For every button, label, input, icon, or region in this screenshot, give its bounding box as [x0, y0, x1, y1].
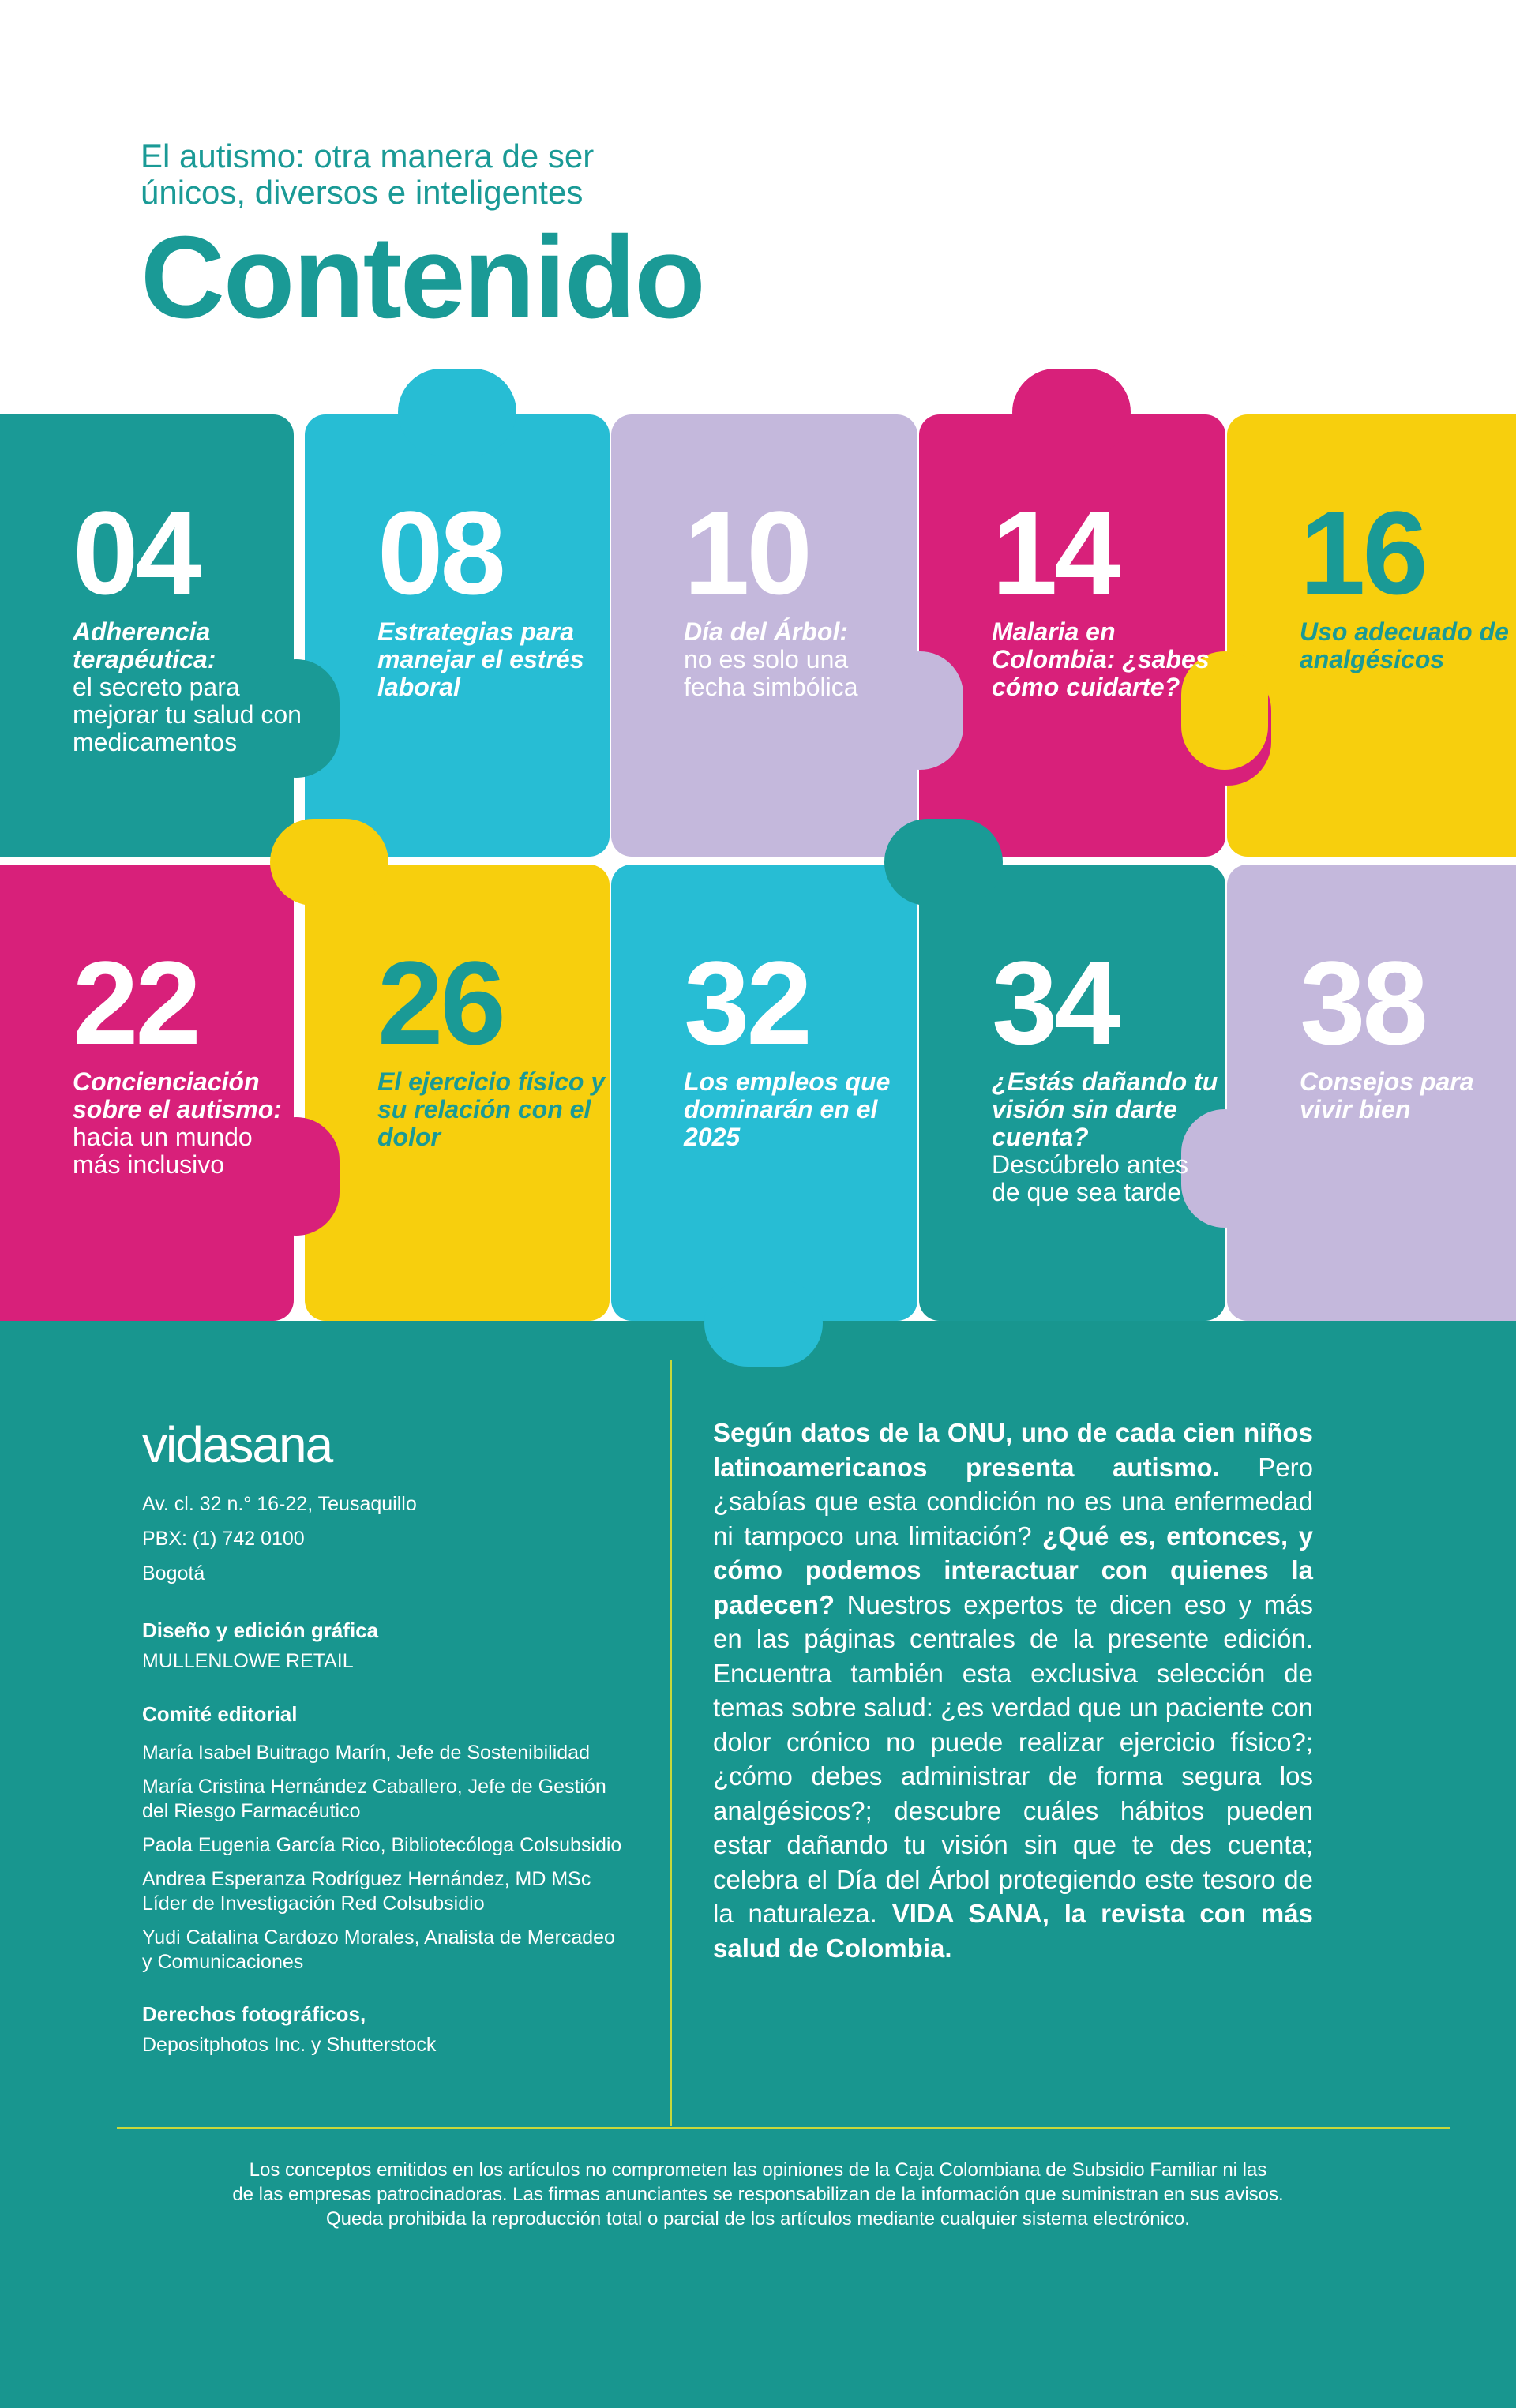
address: Av. cl. 32 n.° 16-22, Teusaquillo	[142, 1493, 417, 1515]
contents-tile-38[interactable]	[1227, 865, 1516, 1321]
contents-tile-08[interactable]	[305, 414, 610, 857]
design-heading: Diseño y edición gráfica	[142, 1618, 379, 1642]
article-title-bold: Día del Árbol:	[684, 617, 849, 646]
phone: PBX: (1) 742 0100	[142, 1528, 305, 1550]
contents-tile-22[interactable]	[0, 865, 294, 1321]
contents-tile-10[interactable]	[611, 414, 917, 857]
puzzle-knob	[704, 1280, 823, 1367]
page-number: 32	[684, 936, 809, 1069]
design-value: MULLENLOWE RETAIL	[142, 1650, 354, 1672]
article-title	[1300, 1068, 1516, 1123]
editorial-bold-segment: ¿Qué es, entonces, y cómo podemos interactuar con quienes la padecen?	[713, 1521, 1313, 1619]
contents-tile-34[interactable]	[919, 865, 1225, 1321]
editorial-bold-segment: Según datos de la ONU, uno de cada cien niños latinoamericanos presenta autismo.	[713, 1418, 1313, 1482]
article-title-bold: Uso adecuado de analgésicos	[1300, 617, 1509, 673]
article-title-normal: Descúbrelo antes de que sea tarde	[992, 1150, 1189, 1206]
contents-tile-14[interactable]	[919, 414, 1225, 857]
committee-member: Yudi Catalina Cardozo Morales, Analista de Mercadeo y Comunicaciones	[142, 1926, 615, 1973]
photo-rights-heading: Derechos fotográficos,	[142, 2002, 366, 2026]
committee-member: Andrea Esperanza Rodríguez Hernández, MD MSc Líder de Investigación Red Colsubsidio	[142, 1868, 591, 1915]
article-title-bold: Adherencia terapéutica:	[73, 617, 216, 673]
article-title-bold: ¿Estás dañando tu visión sin darte cuenta?	[992, 1067, 1218, 1151]
contents-tile-26[interactable]	[305, 865, 610, 1321]
article-title-bold: Concienciación sobre el autismo:	[73, 1067, 282, 1123]
footer	[0, 1321, 1516, 2408]
article-title	[377, 618, 606, 701]
header	[141, 137, 1088, 343]
page-number: 38	[1300, 936, 1425, 1069]
editorial-segment: Pero ¿sabías que esta condición no es una enfermedad ni tampoco una limitación?	[713, 1452, 1313, 1551]
committee-list	[142, 1741, 647, 1975]
puzzle-knob	[884, 819, 1003, 906]
puzzle-knob	[1012, 369, 1131, 456]
article-title	[1300, 618, 1516, 673]
legal-disclaimer: Los conceptos emitidos en los artículos no comprometen las opiniones de la Caja Colombiana de Subsidio Familiar ni las de las empresas patrocinadoras. Las firmas anunciantes se responsabilizan de la información que suministran en sus avisos. Queda prohibida la reproducción total o parcial de los artículos mediante cualquier sistema electrónico.	[232, 2159, 1284, 2230]
page-number: 04	[73, 486, 198, 619]
contents-puzzle-grid	[0, 414, 1516, 1321]
committee-member: María Isabel Buitrago Marín, Jefe de Sostenibilidad	[142, 1742, 590, 1764]
page-number: 16	[1300, 486, 1425, 619]
article-title-bold: Consejos para vivir bien	[1300, 1067, 1474, 1123]
vertical-divider	[670, 1360, 672, 2126]
editorial-segment: Nuestros expertos te dicen eso y más en las páginas centrales de la presente edición. Encuentra también esta exclusiva selección de temas sobre salud: ¿es verdad que un paciente con dolor crónico no puede realizar ejercicio físico?; ¿cómo debes administrar de forma segura los analgésicos?; descubre cuáles hábitos pueden estar dañando tu visión sin que te des cuenta; celebra el Día del Árbol protegiendo este tesoro de la naturaleza.	[713, 1589, 1314, 1928]
contents-tile-16[interactable]	[1227, 414, 1516, 857]
article-title	[992, 618, 1221, 701]
article-title-bold: Malaria en Colombia: ¿sabes cómo cuidarte?	[992, 617, 1210, 701]
editorial-text	[713, 1416, 1313, 1965]
article-title	[377, 1068, 606, 1151]
page-number: 08	[377, 486, 503, 619]
page-number: 14	[992, 486, 1117, 619]
brand-logo: vidasana	[142, 1416, 332, 1473]
committee-member: Paola Eugenia García Rico, Bibliotecóloga Colsubsidio	[142, 1834, 622, 1856]
page-number: 34	[992, 936, 1117, 1069]
article-title-bold: Los empleos que dominarán en el 2025	[684, 1067, 891, 1151]
article-title-normal: hacia un mundo más inclusivo	[73, 1123, 253, 1179]
article-title-bold: El ejercicio físico y su relación con el dolor	[377, 1067, 606, 1151]
page-number: 26	[377, 936, 503, 1069]
horizontal-divider	[117, 2127, 1450, 2129]
article-title	[73, 618, 302, 756]
article-title-normal: el secreto para mejorar tu salud con medicamentos	[73, 673, 302, 756]
committee-heading: Comité editorial	[142, 1702, 298, 1726]
article-title	[992, 1068, 1221, 1206]
page-title: Contenido	[141, 212, 704, 343]
photo-rights-value: Depositphotos Inc. y Shutterstock	[142, 2034, 437, 2056]
magazine-subtitle: El autismo: otra manera de ser únicos, diversos e inteligentes	[141, 137, 595, 211]
article-title-normal: no es solo una fecha simbólica	[684, 645, 858, 701]
page-number: 10	[684, 486, 809, 619]
puzzle-knob	[398, 369, 516, 456]
credits-block	[142, 1487, 647, 2058]
committee-member: María Cristina Hernández Caballero, Jefe de Gestión del Riesgo Farmacéutico	[142, 1776, 606, 1822]
article-title	[684, 1068, 913, 1151]
city: Bogotá	[142, 1562, 205, 1585]
page-number: 22	[73, 936, 198, 1069]
puzzle-knob	[270, 819, 388, 906]
contents-tile-32[interactable]	[611, 865, 917, 1321]
contents-tile-04[interactable]	[0, 414, 302, 857]
article-title	[73, 1068, 302, 1179]
article-title	[684, 618, 913, 701]
article-title-bold: Estrategias para manejar el estrés laboral	[377, 617, 584, 701]
editorial-bold-segment: VIDA SANA, la revista con más salud de Colombia.	[713, 1899, 1313, 1963]
